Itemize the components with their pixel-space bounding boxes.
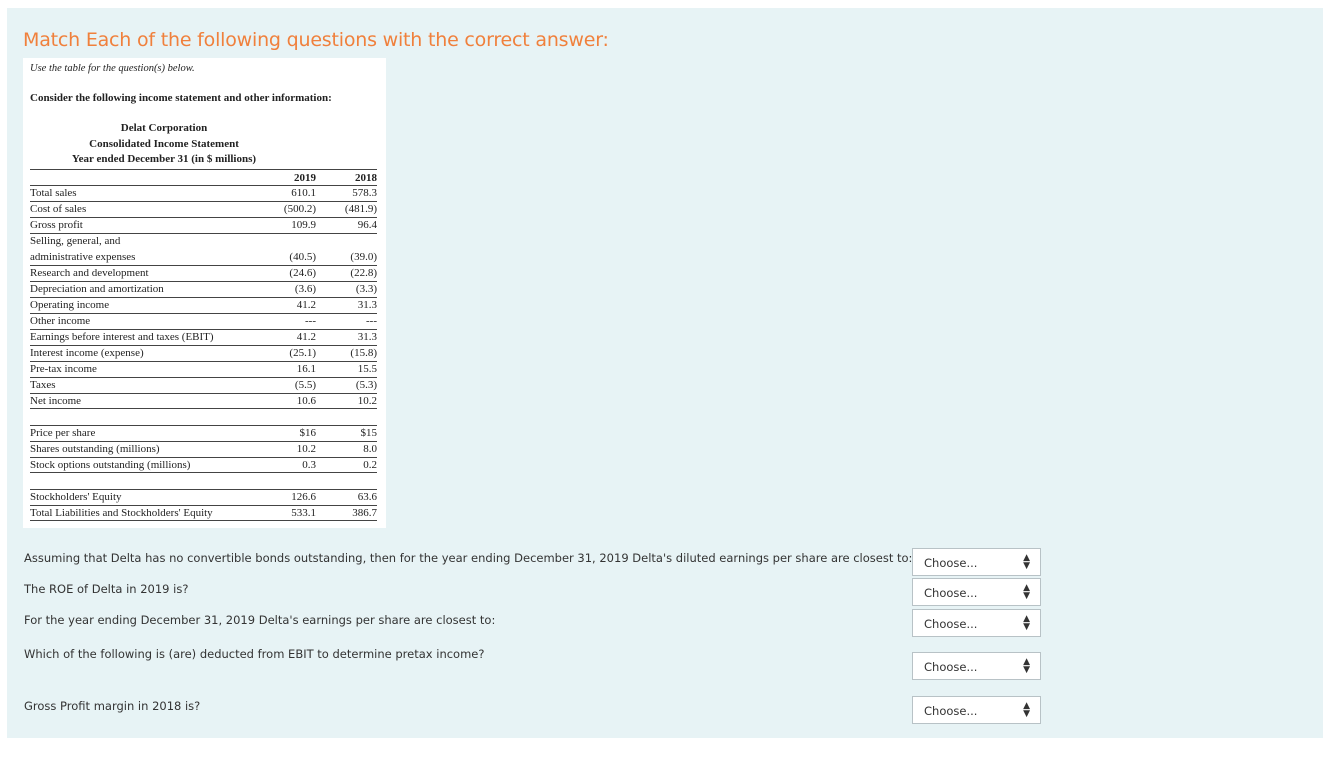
row-value-2018: 386.7 [352,507,377,519]
table-header [30,169,377,186]
select-value: Choose... [924,617,978,631]
table-row [23,281,386,297]
question-3-text: For the year ending December 31, 2019 Delta's earnings per share are closest to: [24,613,496,627]
row-value-2019: 126.6 [291,491,316,503]
table-row [23,313,386,329]
row-label: Gross profit [30,219,83,231]
question-1-text: Assuming that Delta has no convertible bonds outstanding, then for the year ending December 31, 2019 Delta's diluted earnings per share are closest to: [24,551,913,565]
updown-arrow-icon: ▲ ▼ [1023,614,1030,632]
updown-arrow-icon: ▲ ▼ [1023,657,1030,675]
table-row [23,425,386,441]
row-label: Total Liabilities and Stockholders' Equity [30,507,213,519]
table-row [23,217,386,233]
row-value-2019: 41.2 [296,331,316,343]
row-value-2018: (3.3) [355,283,377,295]
row-value-2018: (39.0) [350,251,377,263]
question-2-text: The ROE of Delta in 2019 is? [24,582,189,596]
row-value-2019: --- [305,315,316,327]
table-row [23,297,386,313]
table-row [23,329,386,345]
row-label: Shares outstanding (millions) [30,443,160,455]
table-row [23,441,386,457]
row-label-line1: Selling, general, and [30,235,121,247]
row-value-2019: 109.9 [291,219,316,231]
table-row [23,457,386,473]
table-row [23,201,386,217]
row-label: Price per share [30,427,96,439]
row-value-2018: 31.3 [357,299,377,311]
select-value: Choose... [924,556,978,570]
question-3-select[interactable] [912,609,1041,637]
question-1-select[interactable] [912,548,1041,576]
row-value-2019: 533.1 [291,507,316,519]
row-label: Net income [30,395,82,407]
statement-period: Year ended December 31 (in $ millions) [71,153,257,165]
table-row [23,377,386,393]
row-value-2019: $16 [299,427,316,439]
question-5-select[interactable] [912,696,1041,724]
row-label: Total sales [30,187,77,199]
row-value-2018: (5.3) [355,379,377,391]
row-value-2019: (40.5) [289,251,316,263]
row-value-2018: (22.8) [350,267,377,279]
row-value-2018: (15.8) [350,347,377,359]
updown-arrow-icon: ▲ ▼ [1023,553,1030,571]
company-name: Delat Corporation [120,122,208,134]
table-intro: Use the table for the question(s) below. [30,63,195,74]
row-value-2018: 15.5 [357,363,377,375]
select-value: Choose... [924,660,978,674]
row-value-2018: --- [366,315,377,327]
row-value-2019: (500.2) [283,203,316,215]
row-value-2018: 63.6 [357,491,377,503]
question-4-text: Which of the following is (are) deducted from EBIT to determine pretax income? [24,647,485,661]
row-value-2019: 10.2 [296,443,316,455]
row-label: Interest income (expense) [30,347,144,359]
row-value-2019: 10.6 [296,395,316,407]
updown-arrow-icon: ▲ ▼ [1023,701,1030,719]
row-label: Cost of sales [30,203,87,215]
table-row [23,265,386,281]
row-value-2019: (3.6) [294,283,316,295]
row-label: Earnings before interest and taxes (EBIT) [30,331,214,343]
table-row [23,345,386,361]
row-value-2019: (25.1) [289,347,316,359]
question-4-select[interactable] [912,652,1041,680]
row-label: Pre-tax income [30,363,97,375]
income-rows [23,185,386,521]
row-value-2019: (5.5) [294,379,316,391]
row-value-2018: 8.0 [363,443,377,455]
question-heading: Match Each of the following questions with the correct answer: [23,29,609,51]
question-2-select[interactable] [912,578,1041,606]
row-label: Research and development [30,267,149,279]
table-row [23,233,386,265]
row-label: Other income [30,315,91,327]
row-label [30,233,135,265]
header-2019: 2019 [294,172,316,184]
row-value-2018: (481.9) [344,203,377,215]
row-label: Taxes [30,379,56,391]
table-row [23,393,386,409]
table-row [23,185,386,201]
row-value-2019: 41.2 [296,299,316,311]
select-value: Choose... [924,704,978,718]
row-value-2018: 10.2 [357,395,377,407]
table-row [23,361,386,377]
row-value-2019: 0.3 [302,459,316,471]
table-row [23,505,386,521]
row-value-2018: 578.3 [352,187,377,199]
select-value: Choose... [924,586,978,600]
updown-arrow-icon: ▲ ▼ [1023,583,1030,601]
row-label: Stock options outstanding (millions) [30,459,191,471]
row-label: Stockholders' Equity [30,491,122,503]
row-value-2018: $15 [360,427,377,439]
row-value-2019: 610.1 [291,187,316,199]
row-label: Operating income [30,299,110,311]
header-2018: 2018 [355,172,377,184]
table-row [23,489,386,505]
row-value-2018: 0.2 [363,459,377,471]
row-value-2018: 31.3 [357,331,377,343]
table-instruction: Consider the following income statement and other information: [30,92,332,104]
row-label: Depreciation and amortization [30,283,164,295]
question-5-text: Gross Profit margin in 2018 is? [24,699,201,713]
row-value-2019: (24.6) [289,267,316,279]
row-label-line2: administrative expenses [30,251,136,263]
statement-title: Consolidated Income Statement [89,138,239,150]
income-statement-image [23,58,386,528]
row-value-2018: 96.4 [357,219,377,231]
row-value-2019: 16.1 [296,363,316,375]
